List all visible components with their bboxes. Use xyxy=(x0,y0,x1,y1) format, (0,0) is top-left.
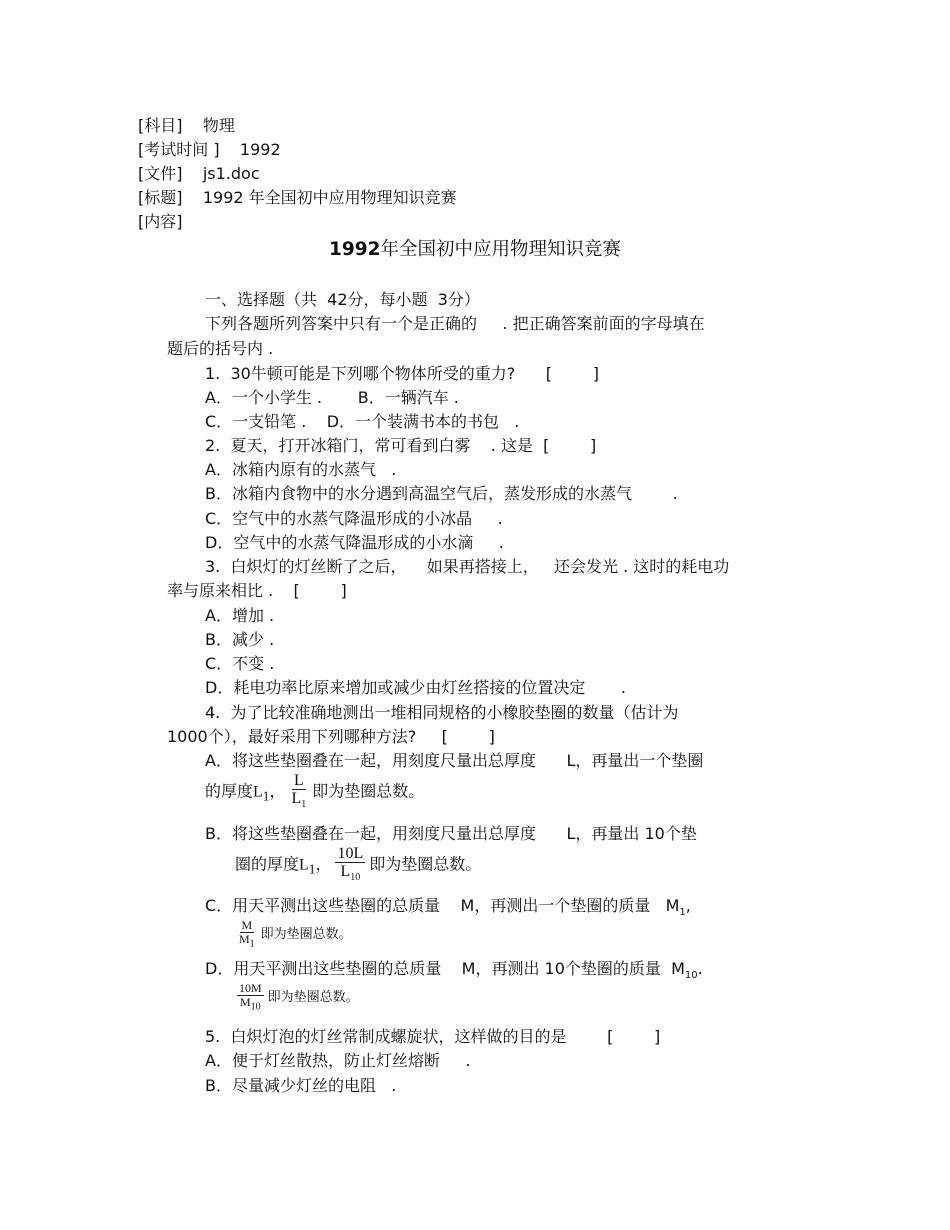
question-4-option-d-formula: $\frac{10M}{M_{10}}$ 即为垫圈总数。 xyxy=(239,981,359,1013)
question-3-line-2: 率与原来相比 . [ ] xyxy=(167,581,347,600)
title-text: 年全国初中应用物理知识竞赛 xyxy=(380,239,621,260)
fraction: $\frac{10M}{M_{10}}$ xyxy=(239,981,262,1013)
meta-heading: [标题] 1992 年全国初中应用物理知识竞赛 xyxy=(138,188,457,207)
question-2-option-a: A．冰箱内原有的水蒸气 . xyxy=(205,460,397,479)
question-4-line-2: 1000个），最好采用下列哪种方法? [ ] xyxy=(167,727,495,746)
instructions-line-2: 题后的括号内 . xyxy=(167,339,274,358)
question-3-option-d: D．耗电功率比原来增加或减少由灯丝搭接的位置决定 . xyxy=(205,678,627,697)
question-3-option-c: C．不变 . xyxy=(205,654,275,673)
instructions-line-1: 下列各题所列答案中只有一个是正确的 . 把正确答案前面的字母填在 xyxy=(205,314,705,333)
fraction: $\frac{10L}{L_{10}}$ xyxy=(337,845,364,884)
meta-file: [文件] js1.doc xyxy=(138,164,260,183)
question-4-option-d: D．用天平测出这些垫圈的总质量 M，再测出 10个垫圈的质量 $M_{10}$. xyxy=(205,959,703,982)
question-1: 1. 30牛顿可能是下列哪个物体所受的重力? [ ] xyxy=(205,364,599,383)
meta-exam-time: [考试时间 ] 1992 xyxy=(138,140,281,159)
question-3-line-1: 3. 白炽灯的灯丝断了之后， 如果再搭接上， 还会发光 . 这时的耗电功 xyxy=(205,557,730,576)
question-5: 5. 白炽灯泡的灯丝常制成螺旋状，这样做的目的是 [ ] xyxy=(205,1027,661,1046)
question-2-option-b: B．冰箱内食物中的水分遇到高温空气后，蒸发形成的水蒸气 . xyxy=(205,484,678,503)
question-1-options-ab: A．一个小学生 . B．一辆汽车 . xyxy=(205,388,459,407)
question-1-options-cd: C．一支铅笔 . D．一个装满书本的书包 . xyxy=(205,412,520,431)
fraction: $\frac{M}{M_1}$ xyxy=(239,918,255,950)
question-4-option-c: C．用天平测出这些垫圈的总质量 M，再测出一个垫圈的质量 $M_1$, xyxy=(205,896,691,919)
meta-subject: [科目] 物理 xyxy=(138,116,235,135)
question-4-option-a-formula: 的厚度$L_1$， $\frac{L}{L_1}$ 即为垫圈总数。 xyxy=(205,772,424,815)
question-2: 2. 夏天，打开冰箱门，常可看到白雾 . 这是 [ ] xyxy=(205,436,597,455)
question-3-option-b: B．减少 . xyxy=(205,630,275,649)
section-heading: 一、选择题（共 42分，每小题 3分） xyxy=(205,290,480,309)
question-2-option-c: C．空气中的水蒸气降温形成的小冰晶 . xyxy=(205,509,503,528)
fraction: $\frac{L}{L_1}$ xyxy=(291,772,307,811)
meta-content: [内容] xyxy=(138,212,183,231)
question-5-option-b: B．尽量减少灯丝的电阻 . xyxy=(205,1076,397,1095)
question-4-option-b-formula: 圈的厚度$L_1$， $\frac{10L}{L_{10}}$ 即为垫圈总数。 xyxy=(235,845,481,888)
question-2-option-d: D．空气中的水蒸气降温形成的小水滴 . xyxy=(205,533,504,552)
question-4-option-c-formula: $\frac{M}{M_1}$ 即为垫圈总数。 xyxy=(239,918,352,950)
question-4-option-b: B．将这些垫圈叠在一起，用刻度尺量出总厚度 L，再量出 10个垫 xyxy=(205,824,697,843)
title-year: 1992 xyxy=(328,239,381,260)
question-3-option-a: A．增加 . xyxy=(205,606,275,625)
question-5-option-a: A．便于灯丝散热，防止灯丝熔断 . xyxy=(205,1051,471,1070)
question-4-option-a: A．将这些垫圈叠在一起，用刻度尺量出总厚度 L，再量出一个垫圈 xyxy=(205,751,704,770)
question-4-line-1: 4. 为了比较准确地测出一堆相同规格的小橡胶垫圈的数量（估计为 xyxy=(205,703,679,722)
page-title xyxy=(0,240,950,260)
